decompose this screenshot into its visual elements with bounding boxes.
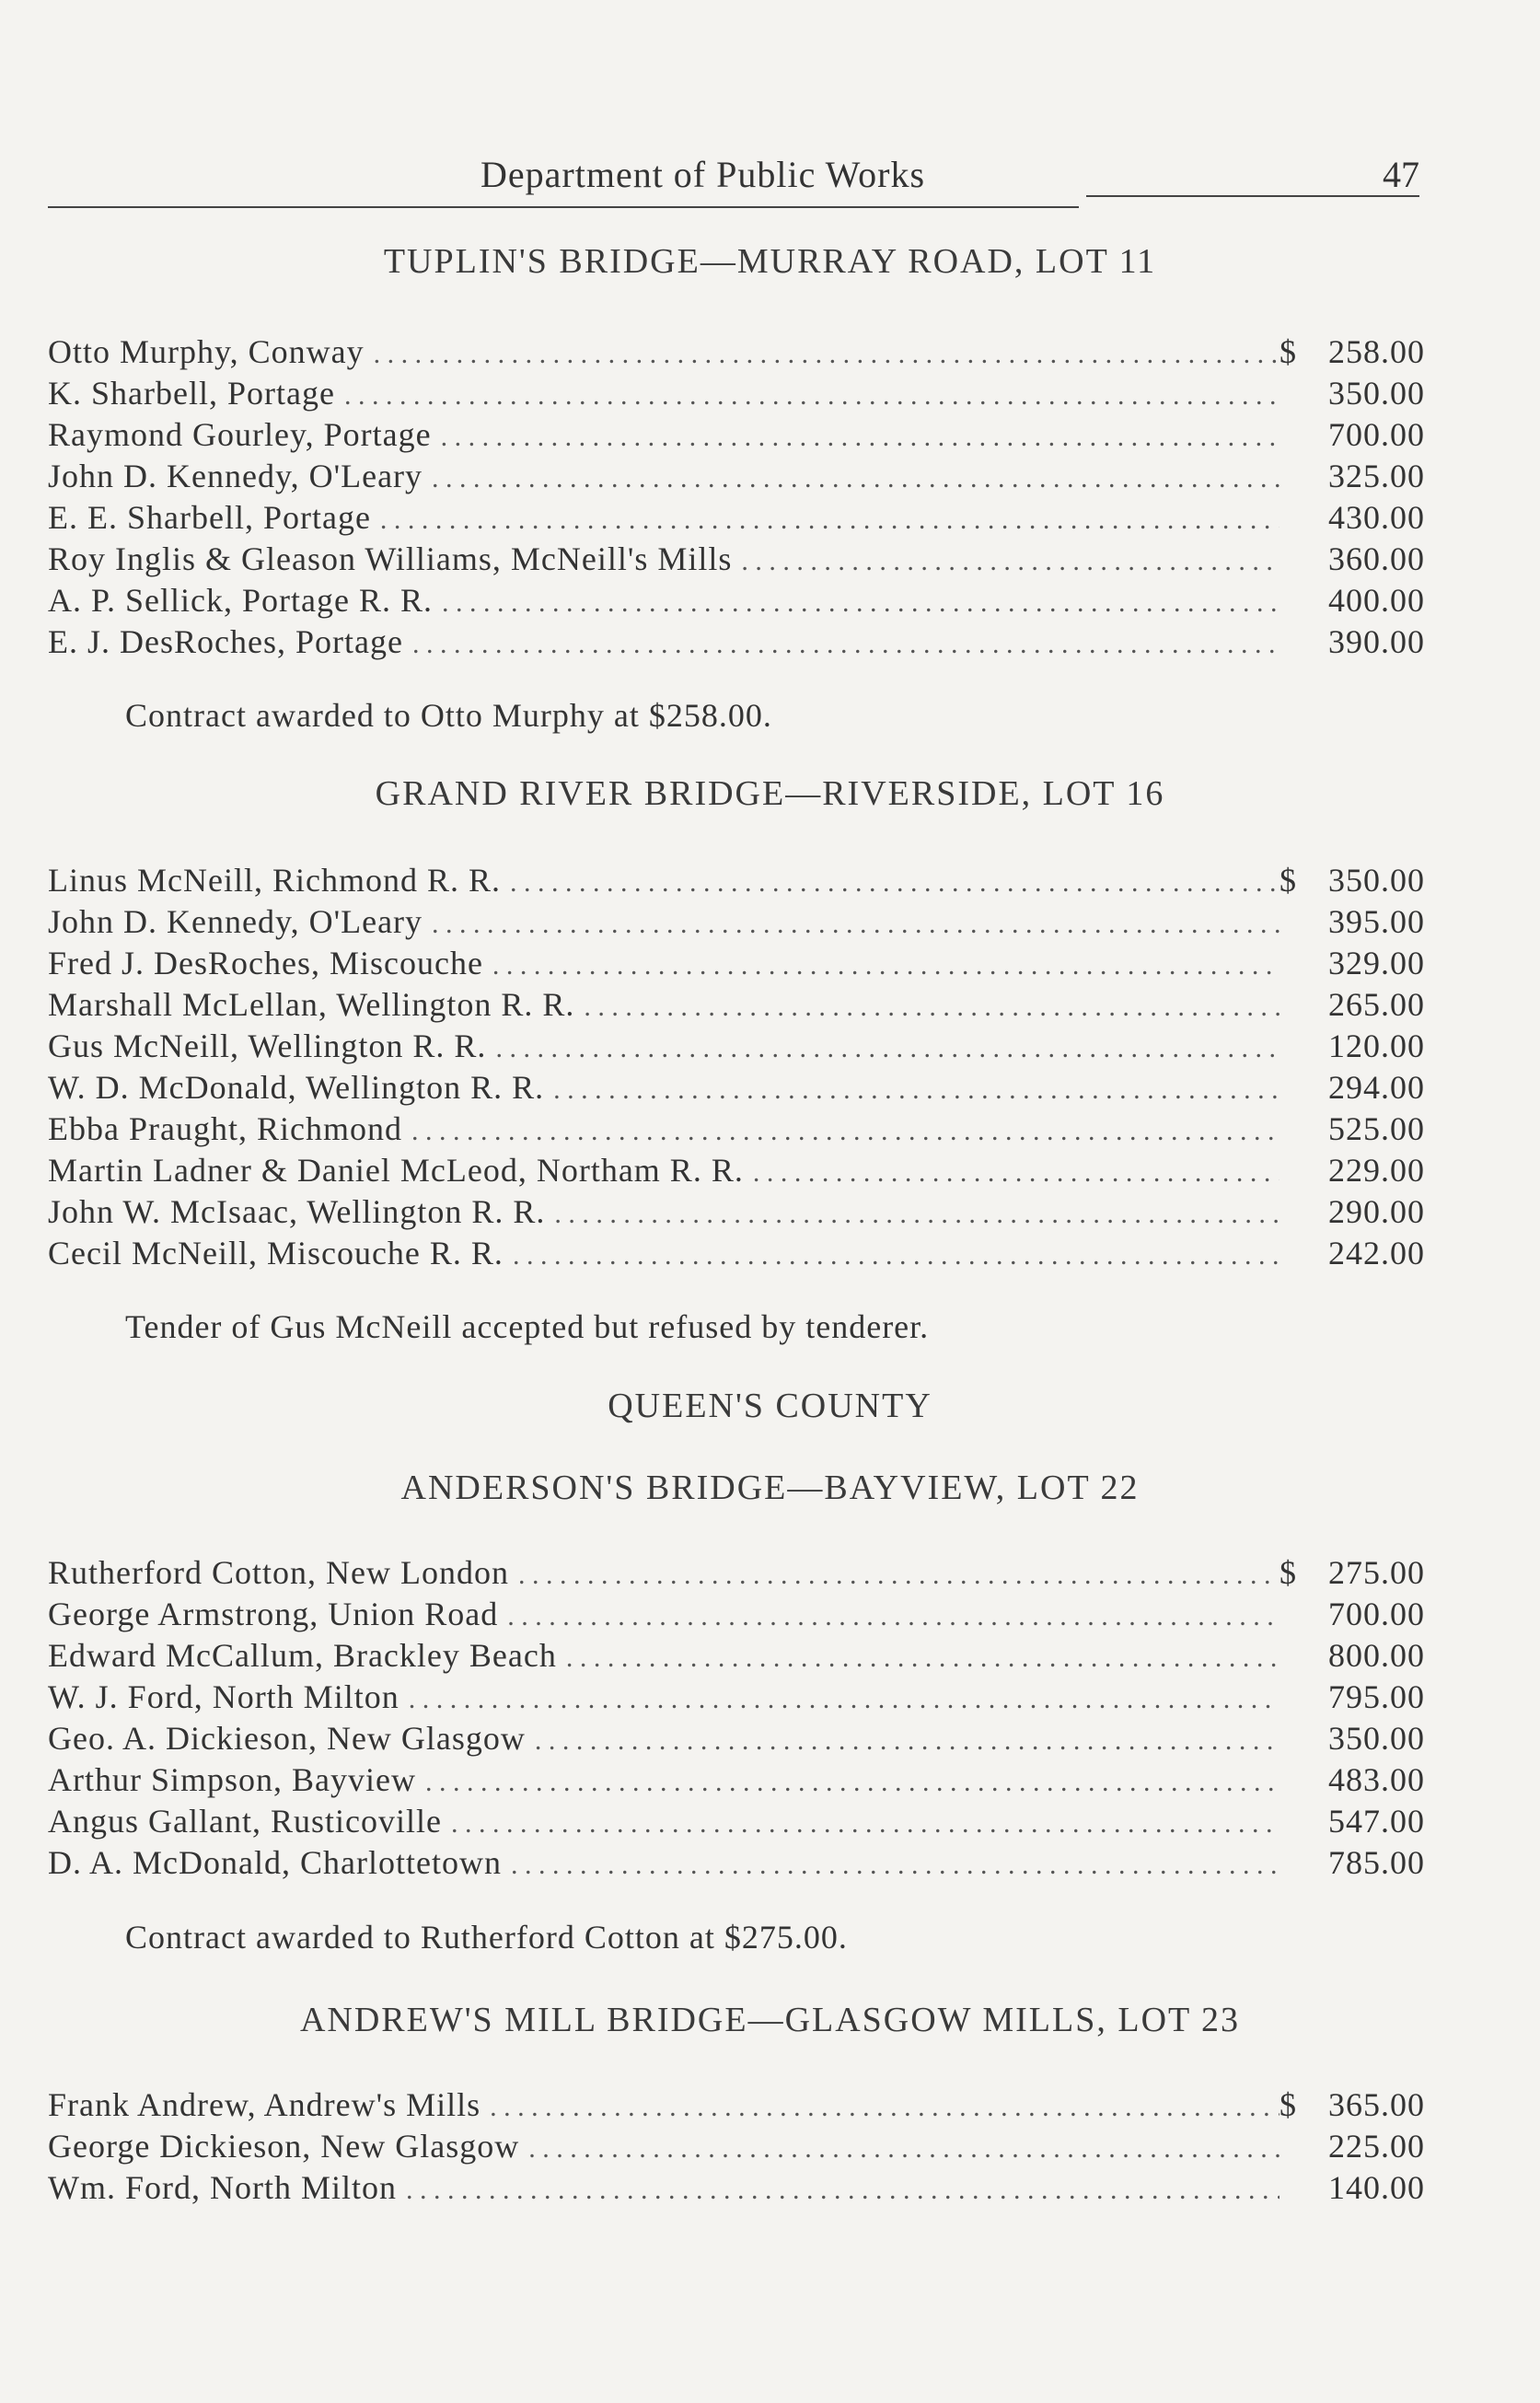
- tenderer-name: Arthur Simpson, Bayview: [48, 1761, 416, 1798]
- dot-leader: [513, 1235, 1279, 1276]
- dot-leader: [425, 1761, 1279, 1803]
- tenderer-name: Otto Murphy, Conway: [48, 333, 365, 370]
- tenderer-name: K. Sharbell, Portage: [48, 375, 335, 412]
- tender-amount: 700.00: [1328, 416, 1425, 453]
- tenderer-name: W. D. McDonald, Wellington R. R.: [48, 1069, 545, 1106]
- header-rule-left: [48, 206, 1079, 208]
- tender-amount: 242.00: [1328, 1235, 1425, 1271]
- tender-amount: 400.00: [1328, 582, 1425, 619]
- tender-amount: 430.00: [1328, 499, 1425, 536]
- tender-row: [48, 2126, 1425, 2167]
- dot-leader: [492, 945, 1279, 986]
- tender-amount: 390.00: [1328, 623, 1425, 660]
- tender-amount: 325.00: [1328, 458, 1425, 494]
- currency-sign: $: [1279, 1554, 1297, 1591]
- contract-note: Contract awarded to Otto Murphy at $258.00.: [125, 697, 772, 734]
- tender-row: [48, 2084, 1425, 2126]
- page-number: 47: [1383, 154, 1419, 195]
- tenderer-name: Rutherford Cotton, New London: [48, 1554, 509, 1591]
- dot-leader: [554, 1193, 1279, 1235]
- tender-amount: 120.00: [1328, 1027, 1425, 1064]
- tender-row: [48, 580, 1425, 621]
- tender-row: [48, 331, 1425, 373]
- tenderer-name: W. J. Ford, North Milton: [48, 1678, 399, 1715]
- dot-leader: [753, 1152, 1279, 1193]
- tender-row: [48, 901, 1425, 943]
- tender-amount: 525.00: [1328, 1110, 1425, 1147]
- tenderer-name: John D. Kennedy, O'Leary: [48, 458, 423, 494]
- tender-row: [48, 1594, 1425, 1635]
- county-heading: QUEEN'S COUNTY: [608, 1387, 932, 1425]
- tenderer-name: John W. McIsaac, Wellington R. R.: [48, 1193, 546, 1230]
- tender-row: [48, 984, 1425, 1026]
- dot-leader: [380, 499, 1279, 540]
- running-title: Department of Public Works: [481, 154, 926, 195]
- tenderer-name: Fred J. DesRoches, Miscouche: [48, 945, 483, 981]
- currency-sign: $: [1279, 862, 1297, 899]
- tender-row: [48, 1067, 1425, 1109]
- tenderer-name: E. E. Sharbell, Portage: [48, 499, 371, 536]
- dot-leader: [535, 1720, 1279, 1761]
- tender-row: [48, 1552, 1425, 1594]
- tenderer-name: Raymond Gourley, Portage: [48, 416, 432, 453]
- tender-row: [48, 1150, 1425, 1191]
- tender-amount: 365.00: [1328, 2086, 1425, 2123]
- tender-row: [48, 860, 1425, 901]
- tender-amount: 483.00: [1328, 1761, 1425, 1798]
- tender-list-andersons-bridge: [48, 1552, 1425, 1884]
- tenderer-name: Gus McNeill, Wellington R. R.: [48, 1027, 487, 1064]
- tender-amount: 785.00: [1328, 1844, 1425, 1881]
- tender-amount: 800.00: [1328, 1637, 1425, 1674]
- tender-amount: 360.00: [1328, 540, 1425, 577]
- running-header: [48, 147, 1419, 210]
- tenderer-name: George Dickieson, New Glasgow: [48, 2128, 520, 2165]
- dot-leader: [518, 1554, 1279, 1596]
- tender-row: [48, 621, 1425, 663]
- tenderer-name: Linus McNeill, Richmond R. R.: [48, 862, 501, 899]
- tender-list-andrews-mill-bridge: [48, 2084, 1425, 2209]
- dot-leader: [409, 1678, 1279, 1720]
- dot-leader: [441, 416, 1279, 458]
- tender-row: [48, 1233, 1425, 1274]
- dot-leader: [495, 1027, 1279, 1069]
- dot-leader: [406, 2169, 1279, 2211]
- tender-row: [48, 497, 1425, 539]
- currency-sign: $: [1279, 2086, 1297, 2123]
- section-heading-tuplins-bridge: TUPLIN'S BRIDGE—MURRAY ROAD, LOT 11: [383, 242, 1157, 281]
- tender-amount: 795.00: [1328, 1678, 1425, 1715]
- tender-amount: 229.00: [1328, 1152, 1425, 1189]
- dot-leader: [411, 1110, 1279, 1152]
- dot-leader: [741, 540, 1279, 582]
- dot-leader: [432, 903, 1279, 945]
- tender-row: [48, 1759, 1425, 1801]
- tenderer-name: Frank Andrew, Andrew's Mills: [48, 2086, 481, 2123]
- tender-row: [48, 2167, 1425, 2209]
- dot-leader: [490, 2086, 1279, 2128]
- tender-amount: 140.00: [1328, 2169, 1425, 2206]
- dot-leader: [432, 458, 1279, 499]
- tender-amount: 350.00: [1328, 862, 1425, 899]
- tenderer-name: Marshall McLellan, Wellington R. R.: [48, 986, 575, 1023]
- dot-leader: [344, 375, 1279, 416]
- dot-leader: [553, 1069, 1279, 1110]
- tender-list-tuplins-bridge: [48, 331, 1425, 663]
- tender-amount: 225.00: [1328, 2128, 1425, 2165]
- tender-amount: 275.00: [1328, 1554, 1425, 1591]
- tender-amount: 547.00: [1328, 1803, 1425, 1840]
- section-heading-andrews-mill-bridge: ANDREW'S MILL BRIDGE—GLASGOW MILLS, LOT 23: [299, 2001, 1241, 2039]
- tender-amount: 350.00: [1328, 1720, 1425, 1757]
- dot-leader: [374, 333, 1279, 375]
- tender-amount: 350.00: [1328, 375, 1425, 412]
- tender-row: [48, 1026, 1425, 1067]
- tenderer-name: John D. Kennedy, O'Leary: [48, 903, 423, 940]
- tenderer-name: A. P. Sellick, Portage R. R.: [48, 582, 434, 619]
- tender-amount: 265.00: [1328, 986, 1425, 1023]
- tender-amount: 329.00: [1328, 945, 1425, 981]
- tender-amount: 258.00: [1328, 333, 1425, 370]
- tenderer-name: E. J. DesRoches, Portage: [48, 623, 403, 660]
- dot-leader: [451, 1803, 1279, 1844]
- tender-amount: 294.00: [1328, 1069, 1425, 1106]
- tender-row: [48, 1842, 1425, 1884]
- header-rule-right: [1086, 195, 1419, 197]
- tender-row: [48, 1677, 1425, 1718]
- tender-row: [48, 1635, 1425, 1677]
- tender-amount: 700.00: [1328, 1596, 1425, 1632]
- dot-leader: [510, 862, 1279, 903]
- tender-row: [48, 1191, 1425, 1233]
- tender-list-grand-river-bridge: [48, 860, 1425, 1274]
- section-heading-andersons-bridge: ANDERSON'S BRIDGE—BAYVIEW, LOT 22: [400, 1468, 1140, 1507]
- tender-row: [48, 456, 1425, 497]
- tenderer-name: Geo. A. Dickieson, New Glasgow: [48, 1720, 526, 1757]
- tenderer-name: D. A. McDonald, Charlottetown: [48, 1844, 502, 1881]
- dot-leader: [511, 1844, 1279, 1886]
- section-heading-grand-river-bridge: GRAND RIVER BRIDGE—RIVERSIDE, LOT 16: [375, 774, 1165, 813]
- tender-row: [48, 539, 1425, 580]
- dot-leader: [507, 1596, 1279, 1637]
- tenderer-name: Wm. Ford, North Milton: [48, 2169, 397, 2206]
- tender-note: Tender of Gus McNeill accepted but refused by tenderer.: [125, 1308, 930, 1345]
- tenderer-name: Angus Gallant, Rusticoville: [48, 1803, 442, 1840]
- tender-row: [48, 943, 1425, 984]
- tenderer-name: Martin Ladner & Daniel McLeod, Northam R. R.: [48, 1152, 744, 1189]
- dot-leader: [528, 2128, 1279, 2169]
- dot-leader: [584, 986, 1279, 1027]
- dot-leader: [566, 1637, 1279, 1678]
- tender-row: [48, 1109, 1425, 1150]
- tenderer-name: George Armstrong, Union Road: [48, 1596, 499, 1632]
- contract-note: Contract awarded to Rutherford Cotton at $275.00.: [125, 1919, 848, 1956]
- dot-leader: [442, 582, 1279, 623]
- tender-row: [48, 1801, 1425, 1842]
- currency-sign: $: [1279, 333, 1297, 370]
- dot-leader: [412, 623, 1279, 665]
- tenderer-name: Ebba Praught, Richmond: [48, 1110, 402, 1147]
- tenderer-name: Roy Inglis & Gleason Williams, McNeill's Mills: [48, 540, 733, 577]
- tender-amount: 290.00: [1328, 1193, 1425, 1230]
- tender-amount: 395.00: [1328, 903, 1425, 940]
- tender-row: [48, 373, 1425, 414]
- tender-row: [48, 414, 1425, 456]
- tenderer-name: Cecil McNeill, Miscouche R. R.: [48, 1235, 504, 1271]
- tender-row: [48, 1718, 1425, 1759]
- tenderer-name: Edward McCallum, Brackley Beach: [48, 1637, 557, 1674]
